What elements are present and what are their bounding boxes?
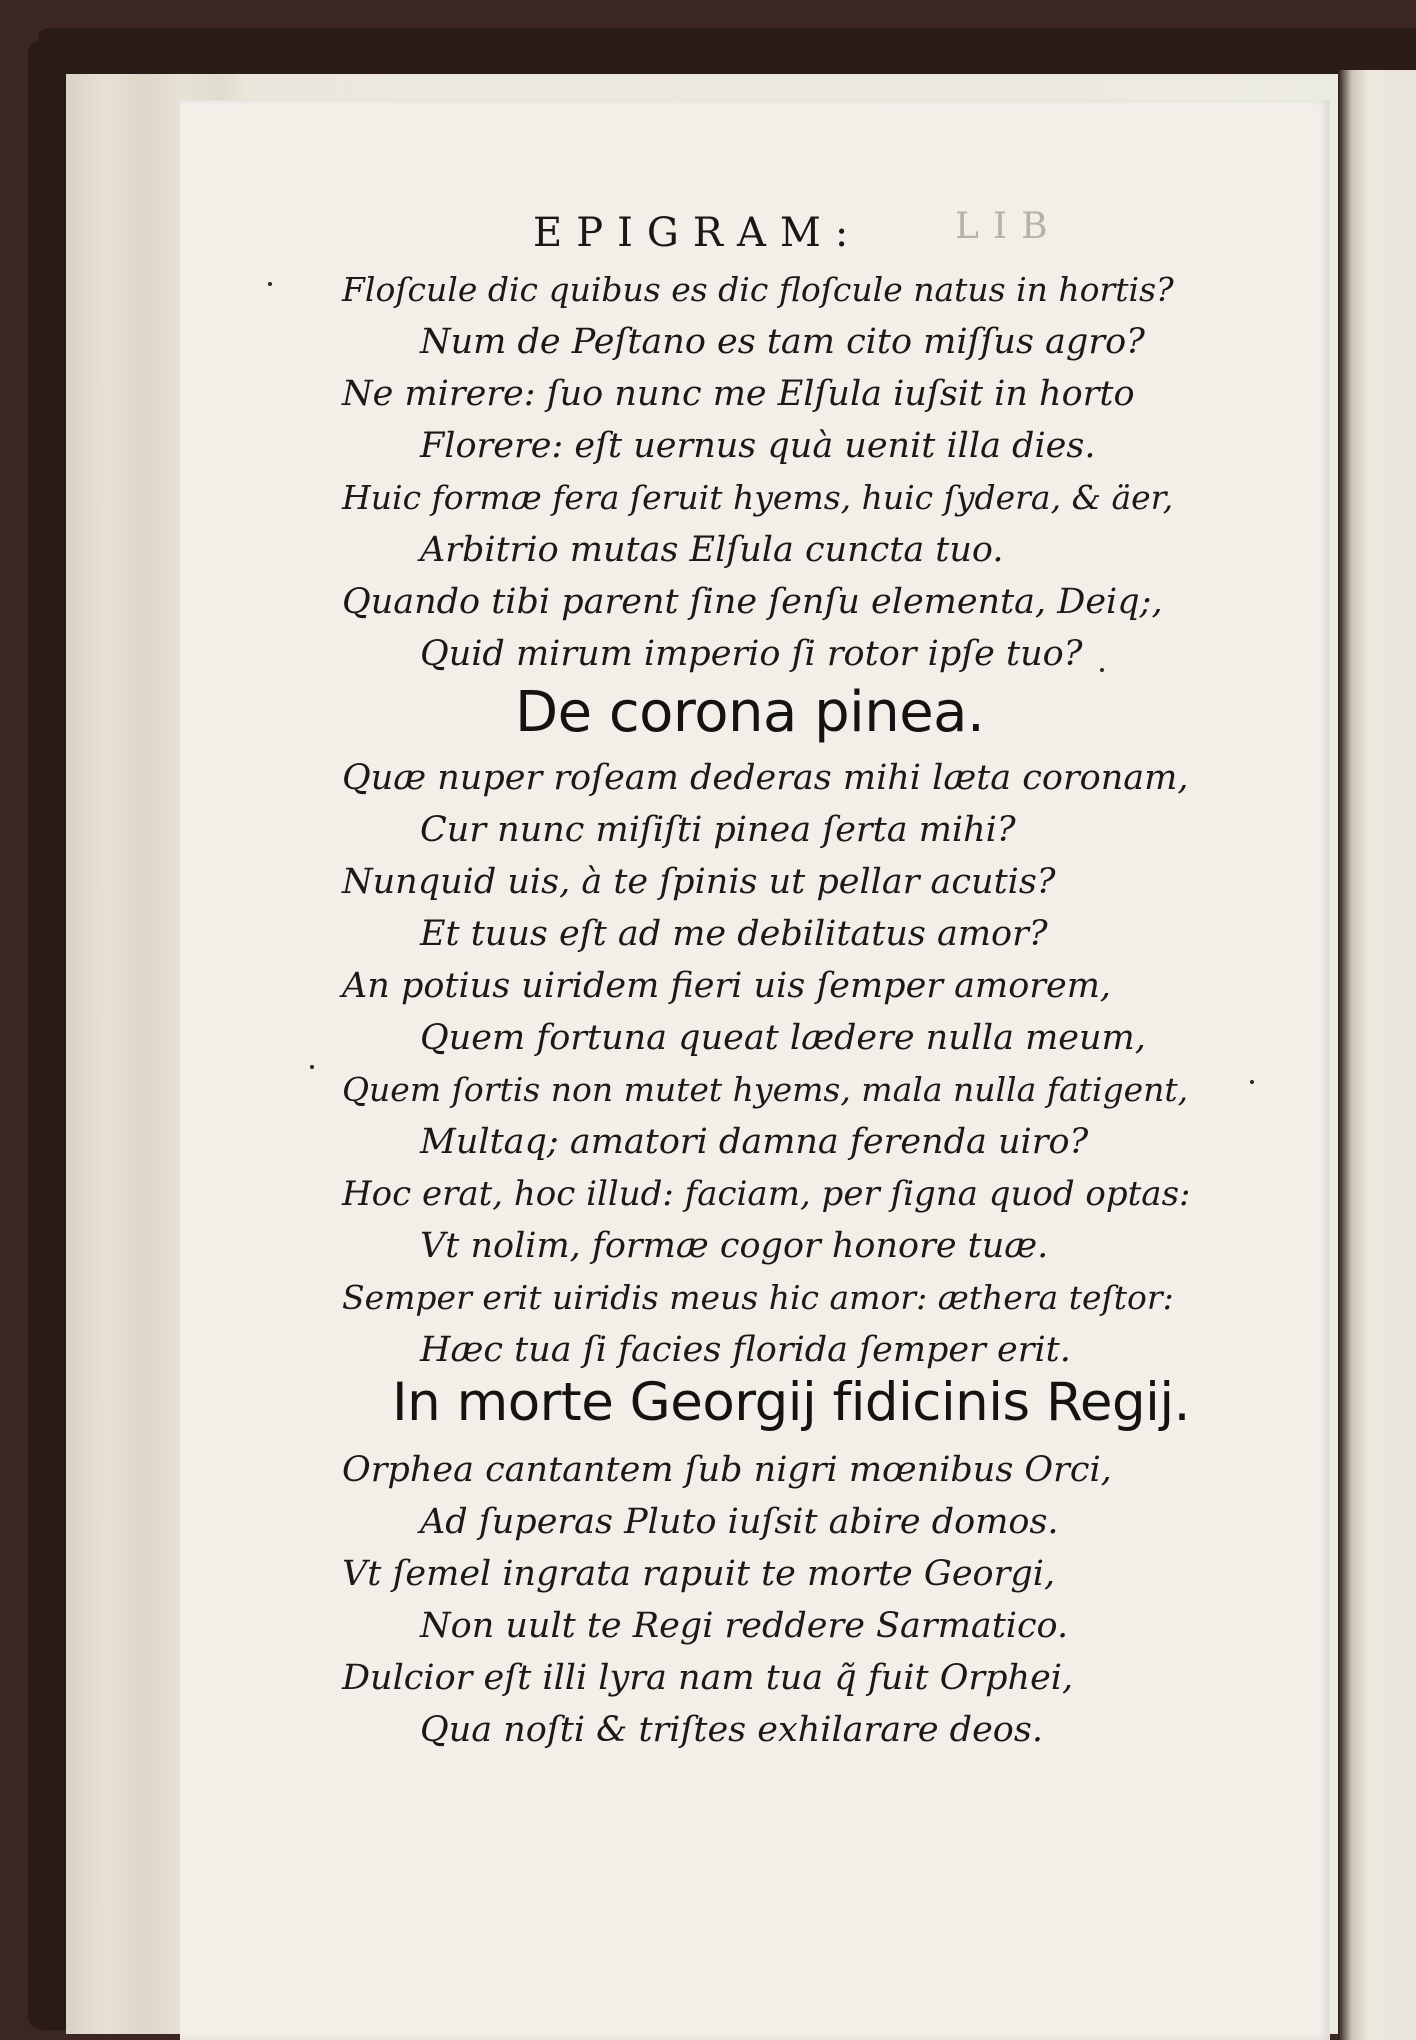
poem-line: Qua noſti & triſtes exhilarare deos. (420, 1710, 1043, 1750)
poem-line: Hæc tua ſi facies florida ſemper erit. (420, 1330, 1071, 1370)
poem-line: Floſcule dic quibus es dic floſcule natus in hortis? (342, 270, 1174, 309)
poem-line: Hoc erat, hoc illud: faciam, per ſigna quod optas: (342, 1174, 1191, 1214)
poem-line: Quæ nuper roſeam dederas mihi læta coronam, (342, 758, 1189, 798)
poem-line: Et tuus eſt ad me debilitatus amor? (420, 914, 1048, 954)
poem-line: Orphea cantantem ſub nigri mœnibus Orci, (342, 1450, 1112, 1490)
ink-speck (1250, 1080, 1254, 1084)
poem-line: Nunquid uis, à te ſpinis ut pellar acutis? (342, 862, 1056, 902)
poem-title: In morte Georgij fidicinis Regij. (392, 1372, 1190, 1433)
poem-line: Florere: eſt uernus quà uenit illa dies. (420, 426, 1096, 466)
facing-page-edge (1338, 70, 1416, 2040)
poem-line: Cur nunc miſiſti pinea ſerta mihi? (420, 810, 1016, 850)
poem-line: Ad ſuperas Pluto iuſsit abire domos. (420, 1502, 1059, 1542)
ink-speck (310, 1065, 314, 1069)
poem-line: Quem fortuna queat lædere nulla meum, (420, 1018, 1146, 1058)
poem-line: Semper erit uiridis meus hic amor: æthera teſtor: (342, 1278, 1174, 1317)
poem-line: Quando tibi parent ſine ſenſu elementa, Deiq;, (342, 582, 1163, 622)
poem-line: Ne mirere: ſuo nunc me Elſula iuſsit in horto (342, 374, 1135, 414)
poem-line: Arbitrio mutas Elſula cuncta tuo. (420, 530, 1004, 570)
poem-line: Num de Peſtano es tam cito miſſus agro? (420, 322, 1145, 362)
ink-speck (1100, 668, 1104, 672)
poem-line: Vt nolim, formæ cogor honore tuæ. (420, 1226, 1049, 1266)
facing-running-head-showthrough: LIB (955, 206, 1062, 247)
poem-line: Vt ſemel ingrata rapuit te morte Georgi, (342, 1554, 1056, 1594)
poem-line: Multaq; amatori damna ferenda uiro? (420, 1122, 1089, 1162)
poem-line: Huic formæ fera ſeruit hyems, huic ſydera, & äer, (342, 478, 1174, 517)
poem-line: Quid mirum imperio ſi rotor ipſe tuo? (420, 634, 1083, 674)
poem-line: Quem ſortis non mutet hyems, mala nulla fatigent, (342, 1070, 1189, 1109)
poem-line: An potius uiridem fieri uis ſemper amorem, (342, 966, 1112, 1006)
poem-line: Non uult te Regi reddere Sarmatico. (420, 1606, 1069, 1646)
poem-title: De corona pinea. (515, 680, 985, 745)
running-head: EPIGRAM: (533, 210, 863, 256)
ink-speck (268, 282, 272, 286)
poem-line: Dulcior eſt illi lyra nam tua q̃ fuit Orphei, (342, 1658, 1074, 1698)
